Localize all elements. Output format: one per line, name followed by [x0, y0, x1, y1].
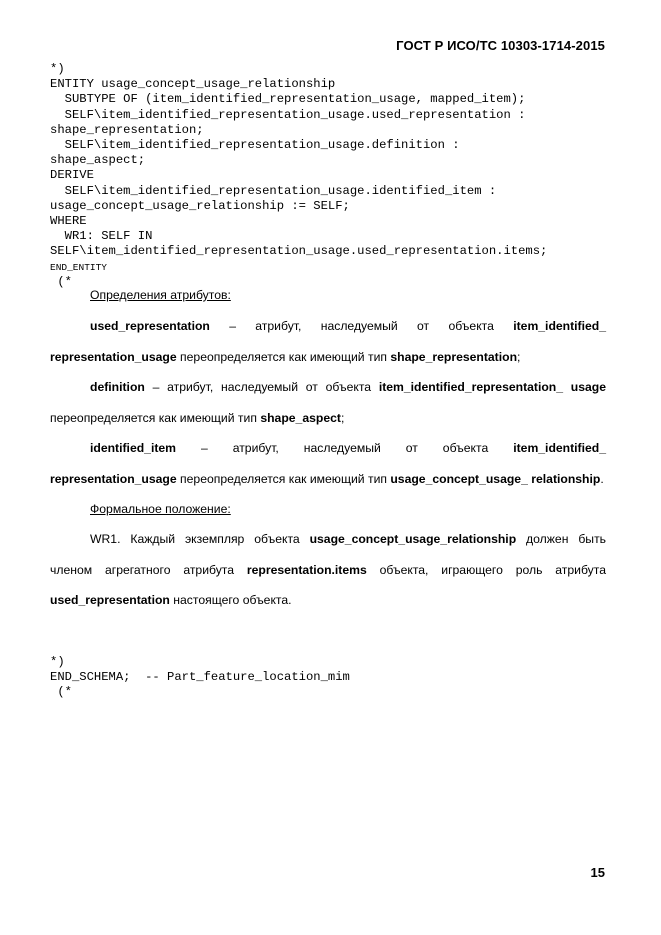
attr-ref: item_identified_representation_ usage: [378, 380, 607, 394]
code-line: *): [50, 62, 65, 76]
code-line: usage_concept_usage_relationship := SELF;: [50, 198, 350, 213]
code-line-end-entity: END_ENTITY: [50, 261, 108, 273]
attr-type: shape_representation: [390, 349, 518, 364]
attr-used-representation: [50, 311, 606, 372]
code-line: SUBTYPE OF (item_identified_representation_usage, mapped_item);: [50, 92, 526, 107]
attr-definition: [50, 372, 606, 433]
attr-ref: item_identified_ representation_usage: [50, 319, 606, 364]
rule-text: объекта, играющего роль атрибута: [366, 562, 606, 577]
code-line: WHERE: [50, 214, 87, 229]
attr-text: ;: [340, 410, 345, 425]
rule-ref: usage_concept_usage_relationship: [309, 532, 517, 546]
attributes-heading: Определения атрибутов:: [90, 288, 231, 302]
attr-term: identified_item: [90, 441, 177, 455]
rule-ref: used_representation: [50, 593, 170, 607]
attr-text: переопределяется как имеющий тип: [176, 471, 391, 486]
attribute-definitions: [50, 288, 606, 616]
code-line: DERIVE: [50, 168, 94, 183]
attr-text: ;: [517, 349, 521, 364]
attr-ref: item_identified_ representation_usage: [50, 441, 606, 486]
code-line: SELF\item_identified_representation_usage.definition :: [50, 138, 460, 153]
attr-text: переопределяется как имеющий тип: [176, 349, 391, 364]
attr-text: – атрибут, наследуемый от объекта: [209, 319, 514, 333]
attr-text: – атрибут, наследуемый от объекта: [144, 380, 379, 394]
express-code-end: [50, 655, 350, 701]
code-line: (*: [50, 685, 72, 700]
code-line: ENTITY usage_concept_usage_relationship: [50, 77, 336, 92]
rule-text: WR1. Каждый экземпляр объекта: [90, 532, 310, 546]
document-header: ГОСТ Р ИСО/ТС 10303-1714-2015: [396, 38, 605, 53]
attr-type: usage_concept_usage_ relationship: [390, 471, 601, 486]
code-line: shape_aspect;: [50, 153, 146, 168]
code-line: shape_representation;: [50, 122, 204, 137]
code-line: SELF\item_identified_representation_usage.used_representation.items;: [50, 244, 548, 259]
rule-text: должен быть членом агрегатного атрибута: [50, 532, 606, 577]
code-line: SELF\item_identified_representation_usage.identified_item :: [50, 183, 497, 198]
express-code-block: [50, 62, 610, 290]
code-line: SELF\item_identified_representation_usage.used_representation :: [50, 107, 526, 122]
code-line: *): [50, 655, 65, 669]
rule-text: настоящего объекта.: [169, 593, 292, 607]
formal-heading: Формальное положение:: [90, 502, 231, 516]
attr-text: .: [600, 471, 604, 486]
code-line: END_SCHEMA; -- Part_feature_location_mim: [50, 670, 350, 685]
page-number: 15: [590, 865, 605, 880]
formal-rule-wr1: [50, 524, 606, 616]
attr-term: definition: [90, 380, 145, 394]
attr-text: переопределяется как имеющий тип: [50, 410, 261, 425]
attr-term: used_representation: [90, 319, 210, 333]
attr-text: – атрибут, наследуемый от объекта: [176, 441, 514, 455]
code-line: WR1: SELF IN: [50, 229, 153, 244]
attr-identified-item: [50, 433, 606, 494]
attr-type: shape_aspect: [260, 410, 341, 425]
code-line-comment-open: (*: [50, 274, 72, 289]
rule-ref: representation.items: [246, 562, 367, 577]
